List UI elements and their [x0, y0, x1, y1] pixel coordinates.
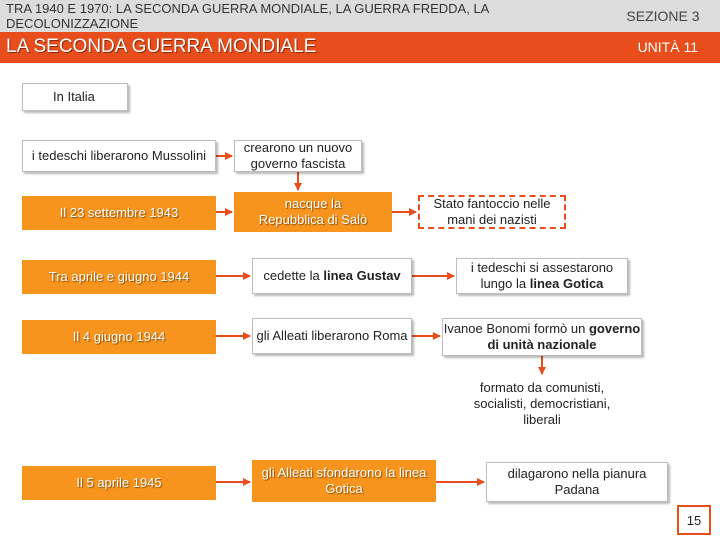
node-gothic-line-broken	[252, 460, 436, 502]
date-1944-april-june	[22, 260, 216, 294]
node-po-valley	[486, 462, 668, 502]
header-title: TRA 1940 E 1970: LA SECONDA GUERRA MONDIALE, LA GUERRA FREDDA, LA DECOLONIZZAZIONE	[6, 1, 489, 31]
node-germans-freed	[22, 140, 216, 172]
date-1945-text: Il 5 aprile 1945	[76, 475, 162, 490]
node-national-unity-government-text: Ivanoe Bonomi formò un governo di unità nazionale	[443, 321, 641, 352]
node-salo-republic-text: nacque la Repubblica di Salò	[258, 196, 368, 227]
node-new-fascist-government-text: crearono un nuovo governo fascista	[243, 140, 353, 171]
node-national-unity-government	[442, 318, 642, 356]
node-rome-liberated-text: gli Alleati liberarono Roma	[256, 328, 408, 343]
page-number-text: 15	[686, 512, 702, 528]
node-puppet-state-text: Stato fantoccio nelle mani dei nazisti	[433, 196, 551, 227]
section-label: SEZIONE 3	[606, 0, 720, 32]
node-salo-republic	[234, 192, 392, 232]
node-puppet-state	[418, 195, 566, 229]
node-gustav-line-text: cedette la linea Gustav	[263, 268, 401, 283]
root-node	[22, 83, 128, 111]
date-1944-april-june-text: Tra aprile e giugno 1944	[48, 269, 190, 284]
node-government-composition-text: formato da comunisti, socialisti, democristiani, liberali	[473, 380, 611, 427]
date-1944-june-4	[22, 320, 216, 354]
node-rome-liberated	[252, 318, 412, 354]
node-gothic-line-text: i tedeschi si assestarono lungo la linea Gotica	[470, 260, 614, 291]
date-1944-june-4-text: Il 4 giugno 1944	[72, 329, 166, 344]
node-gothic-line	[456, 258, 628, 294]
node-gothic-line-broken-text: gli Alleati sfondarono la linea Gotica	[261, 465, 427, 496]
node-po-valley-text: dilagarono nella pianura Padana	[507, 466, 647, 497]
unit-label: UNITÀ 11	[637, 39, 698, 55]
date-1945	[22, 466, 216, 500]
node-gustav-line	[252, 258, 412, 294]
date-1943-text: Il 23 settembre 1943	[59, 205, 179, 220]
date-1943	[22, 196, 216, 230]
page-subtitle: LA SECONDA GUERRA MONDIALE	[6, 36, 317, 57]
node-new-fascist-government	[234, 140, 362, 172]
node-germans-freed-text: i tedeschi liberarono Mussolini	[31, 148, 207, 163]
root-label: In Italia	[53, 89, 95, 104]
node-government-composition	[458, 378, 626, 430]
page-number	[677, 505, 711, 535]
